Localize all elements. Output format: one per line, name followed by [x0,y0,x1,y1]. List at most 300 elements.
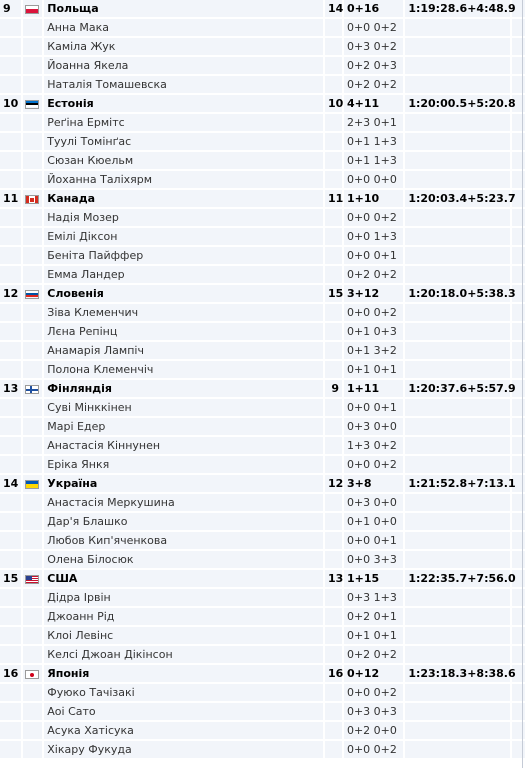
athlete-name: Асука Хатісука [44,722,323,739]
athlete-flag-empty [23,209,42,226]
team-position: 14 [0,475,21,492]
athlete-position-empty [0,646,21,663]
team-time: 1:23:18.3+8:38.6 [405,665,510,682]
athlete-row [0,437,525,454]
athlete-penalties: 0+3 0+0 [344,494,403,511]
athlete-time-empty [405,627,510,644]
team-name: США [44,570,323,587]
athlete-flag-empty [23,133,42,150]
athlete-penalties: 0+2 0+0 [344,722,403,739]
athlete-position-empty [0,209,21,226]
athlete-time-empty [405,608,510,625]
athlete-name: Джоанн Рід [44,608,323,625]
athlete-spacer [512,114,525,131]
athlete-flag-empty [23,646,42,663]
team-position: 13 [0,380,21,397]
athlete-time-empty [405,266,510,283]
athlete-shooting-empty [325,646,342,663]
athlete-row [0,152,525,169]
athlete-spacer [512,399,525,416]
athlete-row [0,361,525,378]
athlete-name: Дідра Ірвін [44,589,323,606]
finland-flag-icon [25,385,39,394]
athlete-position-empty [0,323,21,340]
team-behind: +5:38.3 [467,287,516,300]
athlete-position-empty [0,171,21,188]
team-time: 1:20:03.4+5:23.7 [405,190,510,207]
athlete-spacer [512,209,525,226]
athlete-flag-empty [23,418,42,435]
athlete-name: Марі Едер [44,418,323,435]
athlete-shooting-empty [325,133,342,150]
athlete-time-empty [405,437,510,454]
athlete-shooting-empty [325,19,342,36]
athlete-flag-empty [23,551,42,568]
team-penalties: 1+11 [344,380,403,397]
team-shooting: 16 [325,665,342,682]
athlete-flag-empty [23,323,42,340]
athlete-position-empty [0,38,21,55]
athlete-row [0,551,525,568]
team-penalties: 3+12 [344,285,403,302]
athlete-row [0,608,525,625]
athlete-position-empty [0,76,21,93]
athlete-shooting-empty [325,361,342,378]
athlete-penalties: 0+0 1+3 [344,228,403,245]
team-shooting: 9 [325,380,342,397]
athlete-penalties: 0+1 3+2 [344,342,403,359]
athlete-spacer [512,437,525,454]
table-right-border [522,0,523,768]
team-shooting: 12 [325,475,342,492]
athlete-shooting-empty [325,304,342,321]
athlete-flag-empty [23,76,42,93]
athlete-flag-empty [23,532,42,549]
athlete-flag-empty [23,703,42,720]
athlete-shooting-empty [325,627,342,644]
athlete-spacer [512,722,525,739]
athlete-shooting-empty [325,76,342,93]
athlete-spacer [512,608,525,625]
athlete-time-empty [405,323,510,340]
team-name: Канада [44,190,323,207]
athlete-name: Келсі Джоан Дікінсон [44,646,323,663]
athlete-name: Емілі Діксон [44,228,323,245]
athlete-penalties: 0+2 0+2 [344,646,403,663]
team-row [0,380,525,397]
athlete-time-empty [405,114,510,131]
athlete-flag-empty [23,456,42,473]
athlete-time-empty [405,304,510,321]
athlete-row [0,266,525,283]
athlete-name: Анамарія Лампіч [44,342,323,359]
team-behind: +7:13.1 [467,477,516,490]
athlete-spacer [512,57,525,74]
athlete-row [0,76,525,93]
athlete-position-empty [0,741,21,758]
team-name: Україна [44,475,323,492]
athlete-name: Анастасія Меркушина [44,494,323,511]
athlete-position-empty [0,551,21,568]
athlete-flag-empty [23,608,42,625]
athlete-spacer [512,456,525,473]
athlete-position-empty [0,342,21,359]
athlete-shooting-empty [325,703,342,720]
athlete-penalties: 0+0 0+2 [344,684,403,701]
team-behind: +5:20.8 [467,97,516,110]
athlete-position-empty [0,722,21,739]
athlete-flag-empty [23,342,42,359]
athlete-row [0,171,525,188]
athlete-position-empty [0,456,21,473]
athlete-row [0,589,525,606]
athlete-position-empty [0,152,21,169]
team-penalties: 0+12 [344,665,403,682]
athlete-position-empty [0,304,21,321]
team-behind: +4:48.9 [467,2,516,15]
athlete-name: Суві Мінккінен [44,399,323,416]
athlete-row [0,38,525,55]
athlete-flag-empty [23,437,42,454]
ukraine-flag-icon [25,480,39,489]
athlete-time-empty [405,19,510,36]
team-behind: +5:57.9 [467,382,516,395]
athlete-penalties: 0+3 0+3 [344,703,403,720]
athlete-time-empty [405,646,510,663]
athlete-position-empty [0,361,21,378]
athlete-shooting-empty [325,342,342,359]
team-penalties: 1+15 [344,570,403,587]
athlete-spacer [512,532,525,549]
athlete-time-empty [405,551,510,568]
athlete-penalties: 0+2 0+3 [344,57,403,74]
athlete-name: Йоанна Якела [44,57,323,74]
team-row [0,285,525,302]
team-shooting: 10 [325,95,342,112]
athlete-penalties: 0+3 1+3 [344,589,403,606]
athlete-row [0,741,525,758]
athlete-position-empty [0,513,21,530]
athlete-shooting-empty [325,722,342,739]
athlete-penalties: 0+0 0+1 [344,247,403,264]
athlete-name: Лєна Репінц [44,323,323,340]
athlete-position-empty [0,247,21,264]
athlete-position-empty [0,399,21,416]
poland-flag-icon [25,5,39,14]
team-penalties: 4+11 [344,95,403,112]
team-time: 1:20:18.0+5:38.3 [405,285,510,302]
team-time: 1:21:52.8+7:13.1 [405,475,510,492]
team-name: Естонія [44,95,323,112]
athlete-name: Аоі Сато [44,703,323,720]
athlete-penalties: 0+2 0+2 [344,76,403,93]
athlete-row [0,703,525,720]
athlete-spacer [512,133,525,150]
athlete-name: Анастасія Кіннунен [44,437,323,454]
athlete-penalties: 0+2 0+1 [344,608,403,625]
athlete-flag-empty [23,247,42,264]
athlete-row [0,209,525,226]
slovenia-flag-icon [25,290,39,299]
athlete-shooting-empty [325,589,342,606]
athlete-shooting-empty [325,608,342,625]
athlete-spacer [512,304,525,321]
athlete-penalties: 0+0 0+2 [344,209,403,226]
athlete-position-empty [0,703,21,720]
athlete-shooting-empty [325,684,342,701]
athlete-row [0,247,525,264]
athlete-row [0,114,525,131]
athlete-position-empty [0,418,21,435]
athlete-shooting-empty [325,114,342,131]
team-position: 11 [0,190,21,207]
athlete-time-empty [405,342,510,359]
athlete-time-empty [405,532,510,549]
athlete-position-empty [0,114,21,131]
athlete-name: Дар'я Блашко [44,513,323,530]
athlete-time-empty [405,228,510,245]
athlete-position-empty [0,627,21,644]
estonia-flag-icon [25,100,39,109]
team-flag-cell [23,285,42,302]
athlete-position-empty [0,19,21,36]
athlete-name: Йоханна Таліхярм [44,171,323,188]
athlete-penalties: 0+1 0+1 [344,627,403,644]
athlete-flag-empty [23,589,42,606]
athlete-shooting-empty [325,513,342,530]
team-position: 12 [0,285,21,302]
athlete-row [0,532,525,549]
athlete-shooting-empty [325,266,342,283]
japan-flag-icon [25,670,39,679]
athlete-name: Сюзан Кюельм [44,152,323,169]
team-flag-cell [23,475,42,492]
athlete-shooting-empty [325,399,342,416]
athlete-row [0,19,525,36]
athlete-penalties: 0+0 0+2 [344,304,403,321]
athlete-flag-empty [23,361,42,378]
athlete-row [0,133,525,150]
athlete-row [0,399,525,416]
athlete-shooting-empty [325,171,342,188]
athlete-name: Надія Мозер [44,209,323,226]
team-shooting: 14 [325,0,342,17]
team-row [0,0,525,17]
athlete-shooting-empty [325,741,342,758]
athlete-penalties: 0+1 0+1 [344,361,403,378]
athlete-penalties: 0+3 0+0 [344,418,403,435]
athlete-flag-empty [23,399,42,416]
athlete-time-empty [405,152,510,169]
athlete-spacer [512,361,525,378]
team-penalties: 1+10 [344,190,403,207]
team-row [0,190,525,207]
athlete-flag-empty [23,228,42,245]
athlete-time-empty [405,684,510,701]
athlete-penalties: 0+2 0+2 [344,266,403,283]
athlete-name: Полона Клеменчіч [44,361,323,378]
athlete-penalties: 0+0 0+2 [344,741,403,758]
athlete-shooting-empty [325,437,342,454]
team-time: 1:22:35.7+7:56.0 [405,570,510,587]
athlete-penalties: 1+3 0+2 [344,437,403,454]
athlete-name: Любов Кип'яченкова [44,532,323,549]
athlete-penalties: 2+3 0+1 [344,114,403,131]
athlete-spacer [512,152,525,169]
athlete-spacer [512,323,525,340]
athlete-penalties: 0+1 0+3 [344,323,403,340]
canada-flag-icon [25,195,39,204]
team-name: Словенія [44,285,323,302]
team-flag-cell [23,0,42,17]
athlete-time-empty [405,741,510,758]
athlete-time-empty [405,589,510,606]
athlete-penalties: 0+0 0+1 [344,399,403,416]
athlete-position-empty [0,266,21,283]
athlete-flag-empty [23,627,42,644]
athlete-shooting-empty [325,38,342,55]
team-flag-cell [23,380,42,397]
athlete-row [0,304,525,321]
athlete-shooting-empty [325,247,342,264]
athlete-name: Зіва Клеменчич [44,304,323,321]
athlete-name: Еріка Янкя [44,456,323,473]
athlete-penalties: 0+0 0+2 [344,19,403,36]
athlete-spacer [512,418,525,435]
athlete-name: Фуюко Тачізакі [44,684,323,701]
athlete-flag-empty [23,684,42,701]
team-behind: +8:38.6 [467,667,516,680]
athlete-time-empty [405,57,510,74]
athlete-time-empty [405,456,510,473]
athlete-time-empty [405,247,510,264]
athlete-penalties: 0+1 1+3 [344,152,403,169]
athlete-shooting-empty [325,456,342,473]
athlete-spacer [512,171,525,188]
athlete-shooting-empty [325,494,342,511]
team-name: Фінляндія [44,380,323,397]
athlete-shooting-empty [325,152,342,169]
team-time: 1:19:28.6+4:48.9 [405,0,510,17]
athlete-time-empty [405,399,510,416]
athlete-time-empty [405,513,510,530]
athlete-flag-empty [23,57,42,74]
athlete-spacer [512,247,525,264]
athlete-position-empty [0,494,21,511]
team-shooting: 15 [325,285,342,302]
athlete-row [0,57,525,74]
athlete-penalties: 0+0 3+3 [344,551,403,568]
athlete-time-empty [405,38,510,55]
athlete-penalties: 0+0 0+0 [344,171,403,188]
athlete-flag-empty [23,513,42,530]
athlete-flag-empty [23,741,42,758]
athlete-shooting-empty [325,209,342,226]
athlete-time-empty [405,133,510,150]
athlete-row [0,684,525,701]
athlete-penalties: 0+0 0+1 [344,532,403,549]
athlete-flag-empty [23,114,42,131]
athlete-time-empty [405,418,510,435]
athlete-shooting-empty [325,323,342,340]
team-row [0,570,525,587]
athlete-row [0,494,525,511]
team-name: Польща [44,0,323,17]
team-time: 1:20:00.5+5:20.8 [405,95,510,112]
athlete-position-empty [0,589,21,606]
team-row [0,95,525,112]
athlete-penalties: 0+3 0+2 [344,38,403,55]
team-time: 1:20:37.6+5:57.9 [405,380,510,397]
athlete-spacer [512,551,525,568]
athlete-spacer [512,684,525,701]
team-behind: +7:56.0 [467,572,516,585]
athlete-spacer [512,38,525,55]
athlete-shooting-empty [325,57,342,74]
athlete-spacer [512,646,525,663]
athlete-name: Туулі Томінґас [44,133,323,150]
team-flag-cell [23,95,42,112]
athlete-position-empty [0,228,21,245]
athlete-spacer [512,19,525,36]
athlete-spacer [512,513,525,530]
team-flag-cell [23,190,42,207]
athlete-name: Емма Ландер [44,266,323,283]
team-shooting: 13 [325,570,342,587]
athlete-spacer [512,741,525,758]
athlete-row [0,323,525,340]
athlete-spacer [512,342,525,359]
athlete-spacer [512,266,525,283]
athlete-flag-empty [23,19,42,36]
athlete-row [0,456,525,473]
athlete-row [0,513,525,530]
team-flag-cell [23,570,42,587]
athlete-row [0,646,525,663]
athlete-penalties: 0+1 0+0 [344,513,403,530]
athlete-flag-empty [23,171,42,188]
athlete-name: Олена Білосюк [44,551,323,568]
team-penalties: 3+8 [344,475,403,492]
athlete-flag-empty [23,494,42,511]
athlete-name: Клоі Левінс [44,627,323,644]
athlete-position-empty [0,437,21,454]
athlete-shooting-empty [325,551,342,568]
athlete-penalties: 0+1 1+3 [344,133,403,150]
athlete-row [0,342,525,359]
team-position: 16 [0,665,21,682]
athlete-flag-empty [23,38,42,55]
athlete-row [0,627,525,644]
team-behind: +5:23.7 [467,192,516,205]
athlete-name: Наталія Томашевска [44,76,323,93]
athlete-shooting-empty [325,418,342,435]
athlete-name: Хікару Фукуда [44,741,323,758]
athlete-name: Реґіна Ермітс [44,114,323,131]
athlete-time-empty [405,76,510,93]
team-position: 10 [0,95,21,112]
team-position: 15 [0,570,21,587]
athlete-name: Беніта Пайффер [44,247,323,264]
team-row [0,665,525,682]
athlete-name: Каміла Жук [44,38,323,55]
athlete-penalties: 0+0 0+2 [344,456,403,473]
team-penalties: 0+16 [344,0,403,17]
usa-flag-icon [25,575,39,584]
athlete-position-empty [0,608,21,625]
team-name: Японія [44,665,323,682]
athlete-flag-empty [23,266,42,283]
